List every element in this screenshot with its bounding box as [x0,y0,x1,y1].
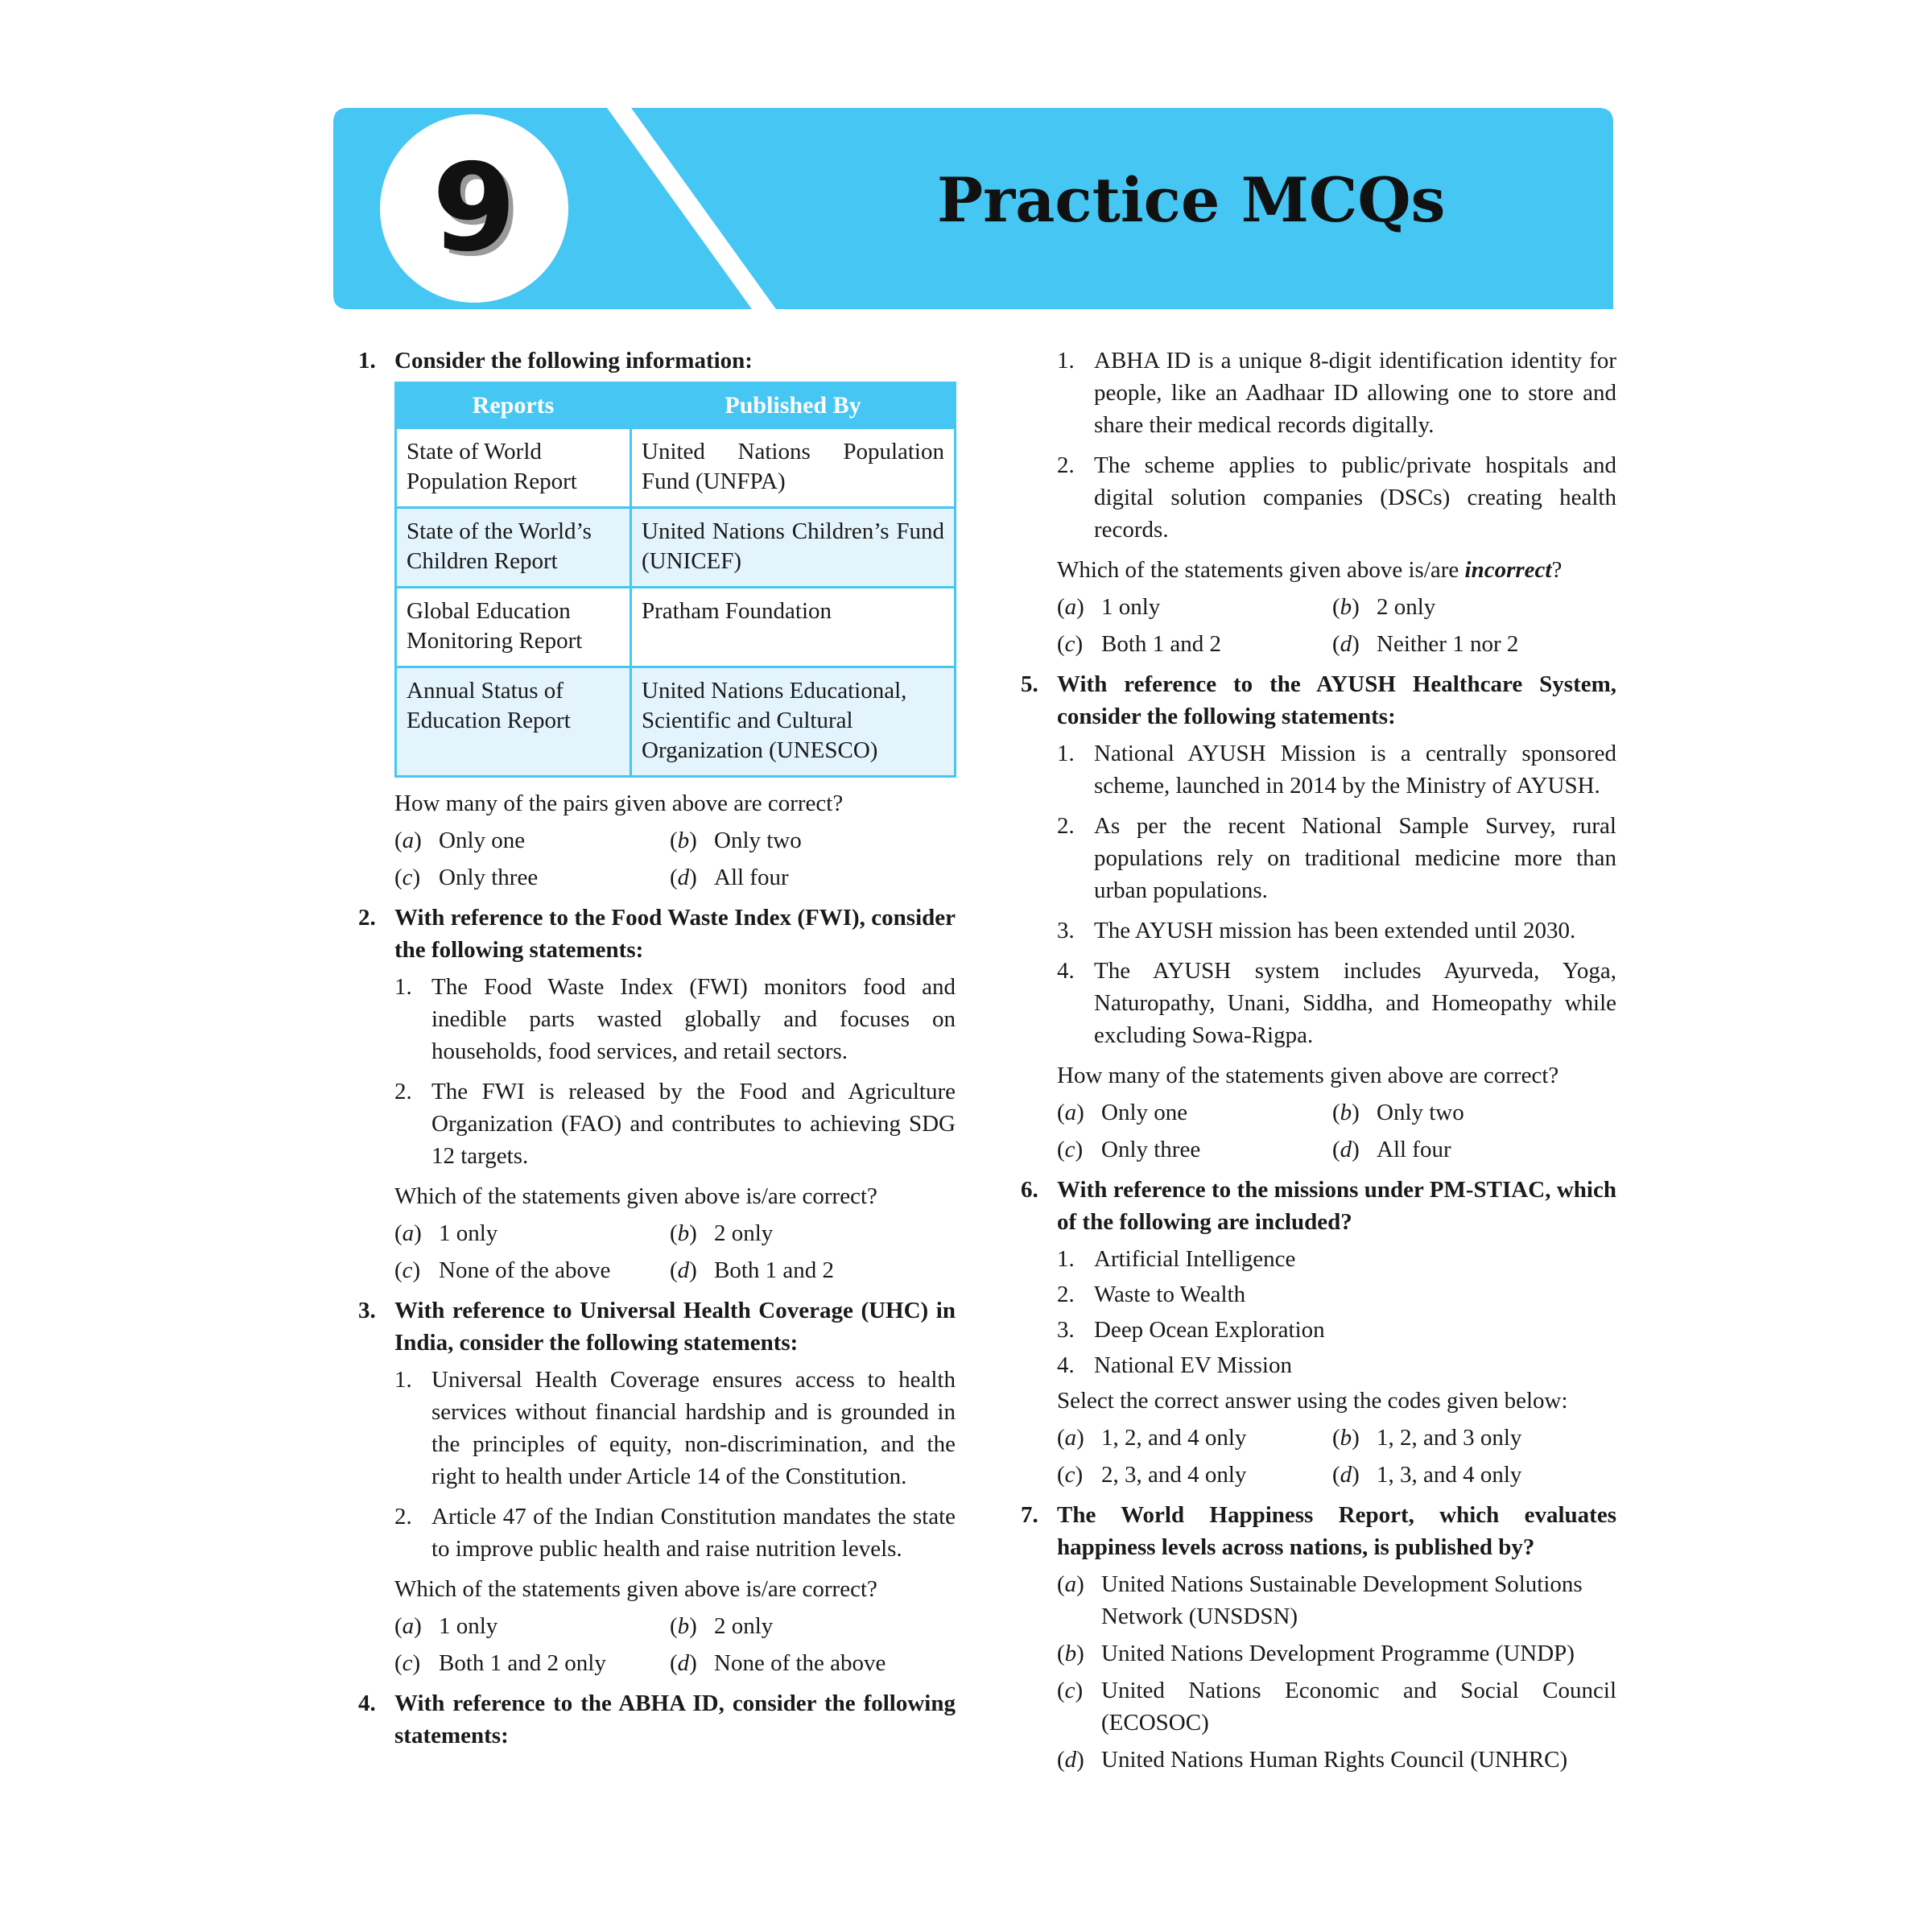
statement-item: 3. The AYUSH mission has been extended until 2030. [1057,918,1576,943]
table-cell: Annual Status of Education Report [396,667,631,777]
option-d[interactable]: (d) 1, 3, and 4 only [1332,1462,1522,1488]
table-cell: United Nations Educational, Scientific and Cultural Organization (UNESCO) [631,667,956,777]
table-row [396,667,956,777]
option-d[interactable]: (d) United Nations Human Rights Council (UNHRC) [1057,1747,1568,1773]
statement-item: 1. The Food Waste Index (FWI) monitors food and inedible parts wasted globally and focuses on households, food services, and retail sectors. [394,974,956,1064]
option-c[interactable]: (c) None of the above [394,1257,611,1283]
question-number: 2. [358,905,376,931]
statement-list [394,1364,956,1565]
options-grid [1057,1096,1616,1166]
question-6 [1021,1174,1616,1491]
question-prompt: How many of the pairs given above are correct? [394,791,844,816]
statement-list [394,971,956,1172]
option-d[interactable]: (d) Neither 1 nor 2 [1332,631,1519,657]
question-number: 6. [1021,1177,1038,1203]
table-row [396,428,956,508]
option-b[interactable]: (b) United Nations Development Programme (UNDP) [1057,1641,1575,1666]
statement-item: 2. Waste to Wealth [1057,1282,1246,1307]
question-4 [358,1687,956,1752]
option-b[interactable]: (b) 2 only [1332,594,1436,620]
options-grid [394,1217,956,1286]
option-b[interactable]: (b) 2 only [670,1220,774,1246]
option-d[interactable]: (d) All four [1332,1137,1451,1162]
question-2 [358,902,956,1286]
question-prompt: How many of the statements given above are correct? [1057,1063,1559,1088]
question-stem: Consider the following information: [394,348,753,374]
question-prompt: Which of the statements given above is/are incorrect? [1057,557,1563,583]
option-a[interactable]: (a) 1 only [1057,594,1161,620]
statement-item: 2. As per the recent National Sample Survey, rural populations rely on traditional medicine more than urban populations. [1057,813,1616,903]
question-number: 5. [1021,671,1038,697]
table-header-row [396,383,956,428]
options-grid [1057,1422,1616,1491]
table-header-reports: Reports [396,383,631,428]
question-prompt: Select the correct answer using the codes given below: [1057,1388,1568,1414]
question-stem: With reference to the missions under PM-STIAC, which of the following are included? [1057,1177,1616,1235]
statement-item: 2. The FWI is released by the Food and Agriculture Organization (FAO) and contributes to achieving SDG 12 targets. [394,1079,956,1169]
statement-item: 1. ABHA ID is a unique 8-digit identification identity for people, like an Aadhaar ID allowing one to store and share their medical records digitally. [1057,348,1616,438]
option-a[interactable]: (a) 1 only [394,1220,498,1246]
option-a[interactable]: (a) 1, 2, and 4 only [1057,1425,1247,1451]
question-4-continued [1021,345,1616,660]
statement-item: 3. Deep Ocean Exploration [1057,1317,1325,1343]
option-d[interactable]: (d) Both 1 and 2 [670,1257,835,1283]
option-c[interactable]: (c) Only three [394,865,539,890]
statement-item: 2. Article 47 of the Indian Constitution mandates the state to improve public health and raise nutrition levels. [394,1504,956,1562]
option-a[interactable]: (a) 1 only [394,1613,498,1639]
right-column [1021,345,1616,1784]
statement-item: 1. National AYUSH Mission is a centrally sponsored scheme, launched in 2014 by the Ministry of AYUSH. [1057,741,1616,799]
question-number: 3. [358,1298,376,1323]
option-c[interactable]: (c) Both 1 and 2 only [394,1650,606,1676]
options-grid [394,1610,956,1679]
statement-item: 1. Artificial Intelligence [1057,1246,1296,1272]
left-column [358,345,956,1760]
table-cell: Global Education Monitoring Report [396,588,631,667]
option-d[interactable]: (d) None of the above [670,1650,886,1676]
statement-item: 2. The scheme applies to public/private hospitals and digital solution companies (DSCs) creating health records. [1057,452,1616,543]
question-stem: With reference to Universal Health Coverage (UHC) in India, consider the following statements: [394,1298,956,1356]
question-3 [358,1294,956,1679]
statement-item: 1. Universal Health Coverage ensures access to health services without financial hardship and is grounded in the principles of equity, non-discrimination, and the right to health under Article 14 of the Constitution. [394,1367,956,1489]
table-header-published-by: Published By [631,383,956,428]
table-cell: United Nations Children’s Fund (UNICEF) [631,508,956,588]
question-1 [358,345,956,894]
chapter-banner [333,108,1613,309]
question-number: 1. [358,348,376,374]
option-c[interactable]: (c) 2, 3, and 4 only [1057,1462,1247,1488]
statement-list [1057,1243,1616,1381]
table-cell: State of the World’s Children Report [396,508,631,588]
chapter-number: 9 [431,138,517,279]
table-row [396,508,956,588]
statement-item: 4. National EV Mission [1057,1352,1292,1378]
page-title: Practice MCQs [937,164,1446,236]
question-stem: With reference to the Food Waste Index (FWI), consider the following statements: [394,905,956,963]
option-b[interactable]: (b) 2 only [670,1613,774,1639]
options-grid [394,824,956,894]
statement-list [1057,345,1616,546]
option-c[interactable]: (c) Only three [1057,1137,1201,1162]
question-prompt: Which of the statements given above is/are correct? [394,1183,877,1209]
option-d[interactable]: (d) All four [670,865,789,890]
option-a[interactable]: (a) Only one [1057,1100,1188,1125]
table-row [396,588,956,667]
statement-list [1057,737,1616,1051]
question-stem: With reference to the ABHA ID, consider the following statements: [394,1690,956,1748]
question-number: 4. [358,1690,376,1716]
table-cell: Pratham Foundation [631,588,956,667]
option-c[interactable]: (c) Both 1 and 2 [1057,631,1222,657]
option-c[interactable]: (c) United Nations Economic and Social Council (ECOSOC) [1057,1678,1616,1736]
table-cell: United Nations Population Fund (UNFPA) [631,428,956,508]
option-a[interactable]: (a) Only one [394,828,526,853]
option-a[interactable]: (a) United Nations Sustainable Development Solutions Network (UNSDSN) [1057,1571,1583,1629]
question-stem: With reference to the AYUSH Healthcare System, consider the following statements: [1057,671,1616,729]
question-stem: The World Happiness Report, which evaluates happiness levels across nations, is published by? [1057,1502,1616,1560]
options-grid [1057,591,1616,660]
option-b[interactable]: (b) 1, 2, and 3 only [1332,1425,1522,1451]
question-5 [1021,668,1616,1166]
table-cell: State of World Population Report [396,428,631,508]
options-list [1057,1568,1616,1776]
question-7 [1021,1499,1616,1776]
question-prompt: Which of the statements given above is/are correct? [394,1576,877,1602]
statement-item: 4. The AYUSH system includes Ayurveda, Yoga, Naturopathy, Unani, Siddha, and Homeopathy while excluding Sowa-Rigpa. [1057,958,1616,1048]
reports-table [394,382,956,778]
option-b[interactable]: (b) Only two [670,828,802,853]
question-number: 7. [1021,1502,1038,1528]
option-b[interactable]: (b) Only two [1332,1100,1464,1125]
